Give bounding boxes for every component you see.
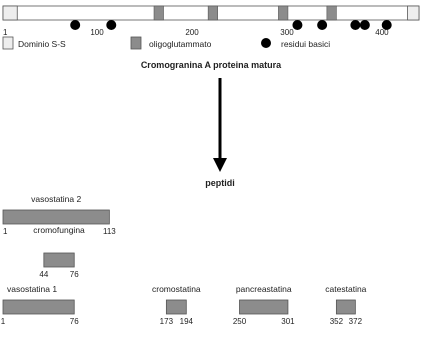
basic-residue-dot [360,20,370,30]
peptide-start: 250 [232,317,247,326]
basic-residue-dot [292,20,302,30]
peptide-name: vasostatina 1 [7,284,58,294]
peptide-start: 1 [0,317,6,326]
peptide-6 [325,284,366,326]
protein-title: Cromogranina A proteina matura [140,60,282,70]
peptide-name: vasostatina 2 [31,194,82,204]
peptide-name: cromostatina [151,284,201,294]
peptide-name: catestatina [325,284,367,294]
ss-domain [408,6,419,20]
legend-oligo-swatch [131,37,141,49]
peptide-bar [166,300,186,314]
protein-tick-label: 100 [90,28,104,37]
oligo-block [208,6,217,20]
peptide-start: 44 [39,270,49,279]
peptide-end: 76 [69,317,79,326]
peptide-start: 352 [329,317,344,326]
peptide-bar [336,300,355,314]
peptide-bar [3,210,109,224]
peptide-end: 113 [102,227,116,236]
peptide-bar [3,300,74,314]
oligo-block [278,6,287,20]
peptide-bar [239,300,287,314]
basic-residue-group [70,20,392,30]
peptide-start: 1 [3,227,8,236]
peptide-3 [1,284,79,326]
peptide-bar [44,253,74,267]
peptide-start: 173 [159,317,174,326]
protein-tick-label: 300 [280,28,294,37]
oligo-block [154,6,163,20]
legend-ss-swatch [3,37,13,49]
legend-basic-label: residui basici [281,39,331,49]
legend-ss-label: Dominio S-S [18,39,66,49]
peptide-group [1,194,367,326]
peptide-end: 194 [179,317,193,326]
protein-tick-label: 1 [3,28,8,37]
peptide-4 [152,284,201,326]
basic-residue-dot [317,20,327,30]
protein-bar [3,6,419,30]
peptide-end: 372 [348,317,363,326]
peptide-5 [233,284,295,326]
peptide-name: pancreastatina [235,284,292,294]
basic-residue-dot [106,20,116,30]
legend-oligo-label: oligoglutammato [149,39,212,49]
basic-residue-dot [350,20,360,30]
legend [3,37,330,49]
basic-residue-dot [70,20,80,30]
protein-tick-labels [3,28,389,37]
peptide-name: cromofungina [33,225,85,235]
peptide-end: 301 [281,317,295,326]
legend-basic-dot [261,38,271,48]
protein-tick-label: 400 [375,28,389,37]
ss-domain [3,6,17,20]
peptide-end: 76 [69,270,79,279]
peptide-2 [33,225,85,279]
peptides-title: peptidi [205,178,235,188]
oligo-block [327,6,336,20]
arrow [213,78,227,172]
protein-tick-label: 200 [185,28,199,37]
